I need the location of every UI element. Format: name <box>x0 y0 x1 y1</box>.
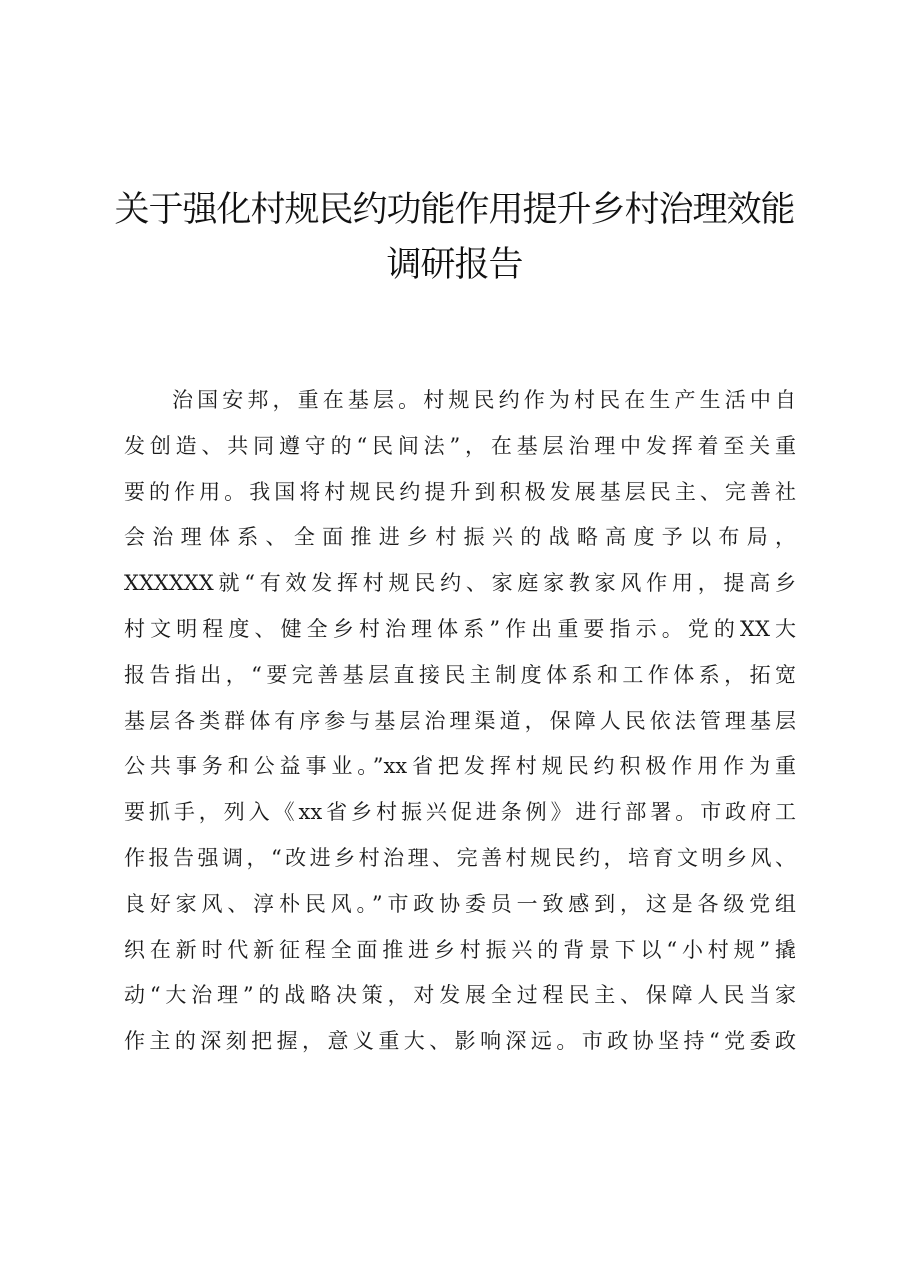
paragraph-line: 发创造、共同遵守的“民间法”，在基层治理中发挥着至关重 <box>124 433 796 458</box>
paragraph-line: 要抓手，列入《xx省乡村振兴促进条例》进行部署。市政府工 <box>124 800 796 825</box>
paragraph-line: 织在新时代新征程全面推进乡村振兴的背景下以“小村规”撬 <box>124 937 796 962</box>
paragraph-line: 报告指出，“要完善基层直接民主制度体系和工作体系，拓宽 <box>124 662 796 687</box>
document-title <box>100 183 809 293</box>
paragraph-line: 治国安邦，重在基层。村规民约作为村民在生产生活中自 <box>172 388 796 412</box>
paragraph-line: 作报告强调，“改进乡村治理、完善村规民约，培育文明乡风、 <box>124 845 796 870</box>
paragraph-line: 动“大治理”的战略决策，对发展全过程民主、保障人民当家 <box>124 983 796 1008</box>
paragraph-line: 村文明程度、健全乡村治理体系”作出重要指示。党的XX大 <box>124 616 796 641</box>
paragraph-line: 良好家风、淳朴民风。”市政协委员一致感到，这是各级党组 <box>124 891 796 916</box>
paragraph-line: 公共事务和公益事业。”xx省把发挥村规民约积极作用作为重 <box>124 754 796 779</box>
paragraph-line: 基层各类群体有序参与基层治理渠道，保障人民依法管理基层 <box>124 708 796 733</box>
paragraph-line: 会治理体系、全面推进乡村振兴的战略高度予以布局， <box>124 525 796 550</box>
paragraph-line: 要的作用。我国将村规民约提升到积极发展基层民主、完善社 <box>124 479 796 504</box>
paragraph-line: 作主的深刻把握，意义重大、影响深远。市政协坚持“党委政 <box>124 1029 796 1054</box>
body-paragraph <box>124 378 796 1065</box>
title-line-1: 关于强化村规民约功能作用提升乡村治理效能 <box>114 190 795 230</box>
title-line-2: 调研报告 <box>386 245 523 285</box>
paragraph-line: XXXXXX就“有效发挥村规民约、家庭家教家风作用，提高乡 <box>124 571 796 596</box>
